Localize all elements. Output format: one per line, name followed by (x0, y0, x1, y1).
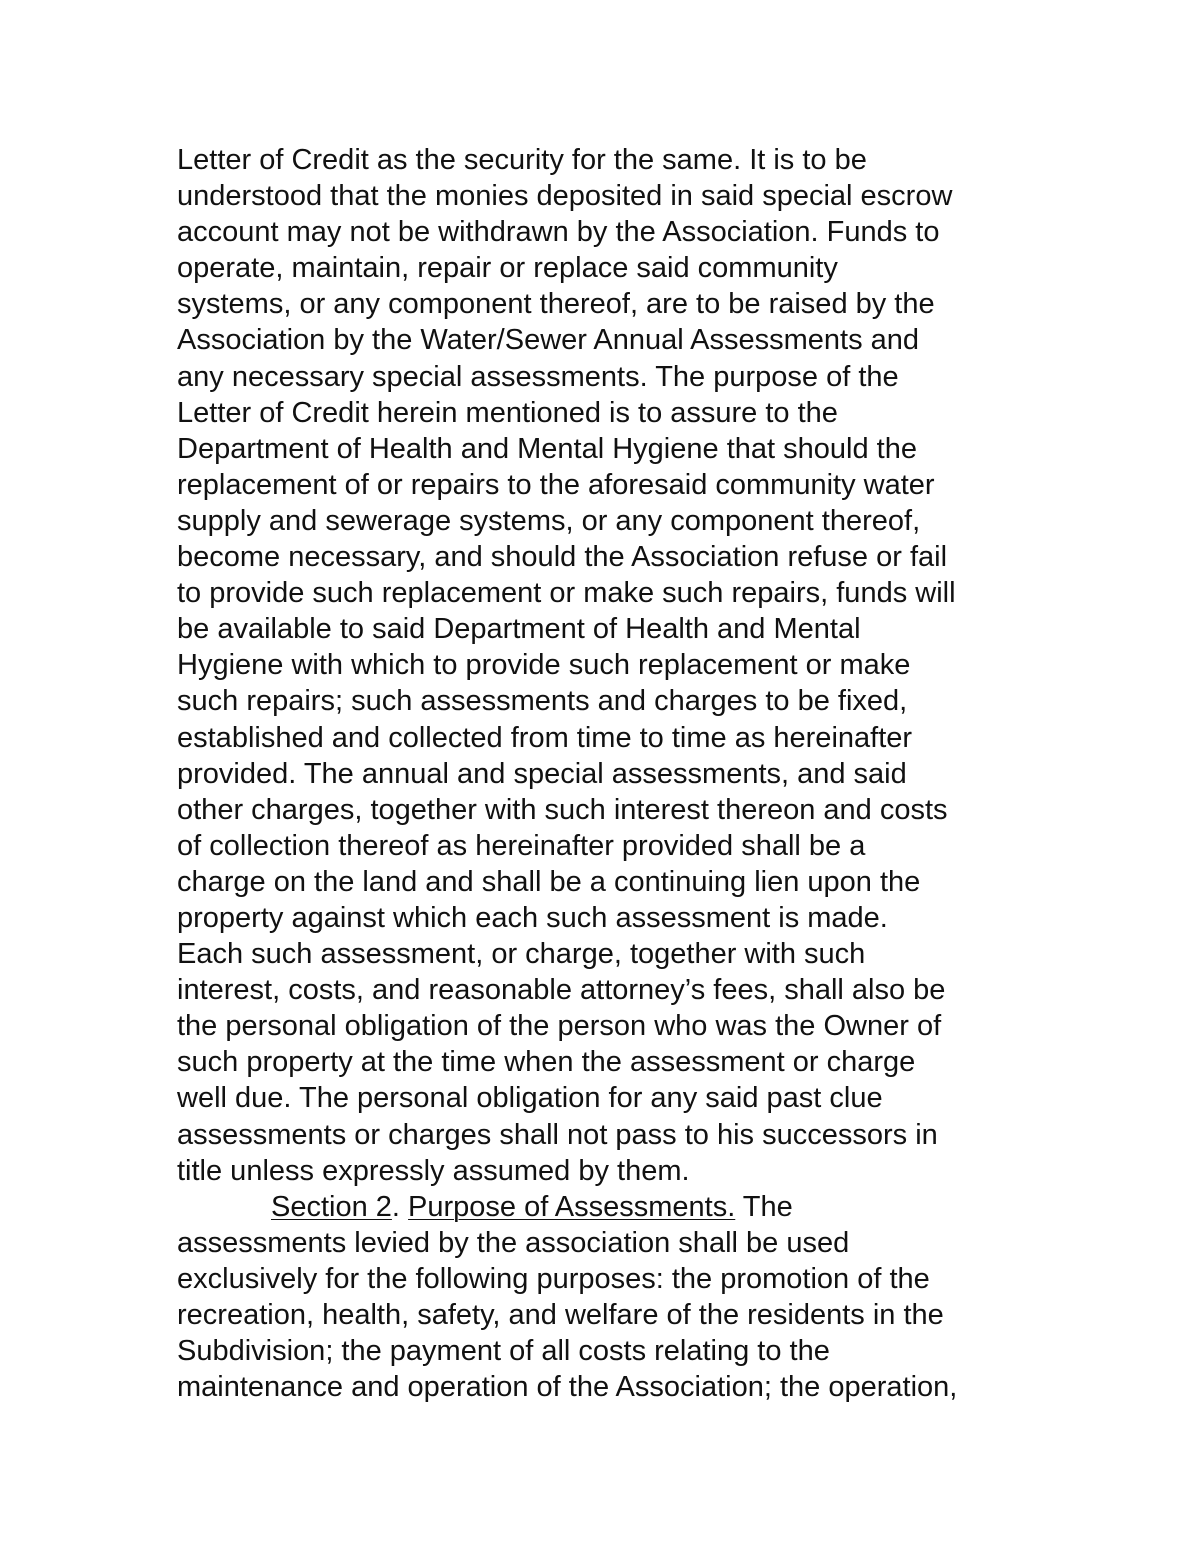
text-line: such property at the time when the assessment or charge (177, 1046, 916, 1079)
text-line: replacement of or repairs to the aforesaid community water (177, 468, 935, 501)
text-line: of collection thereof as hereinafter provided shall be a (177, 829, 866, 862)
text-line: systems, or any component thereof, are to be raised by the (177, 288, 935, 321)
text-line: understood that the monies deposited in said special escrow (177, 180, 953, 213)
section-heading-line (177, 1189, 1037, 1225)
section-number: Section 2 (271, 1190, 392, 1223)
text-line: operate, maintain, repair or replace said community (177, 252, 838, 285)
text-line: Hygiene with which to provide such replacement or make (177, 649, 911, 682)
text-line: well due. The personal obligation for any said past clue (177, 1082, 883, 1115)
text-line: established and collected from time to time as hereinafter (177, 721, 913, 754)
text-line: become necessary, and should the Association refuse or fail (177, 541, 948, 574)
text-line: other charges, together with such interest thereon and costs (177, 793, 948, 826)
text-line: provided. The annual and special assessments, and said (177, 757, 907, 790)
text-line: Subdivision; the payment of all costs relating to the (177, 1335, 830, 1368)
text-line: interest, costs, and reasonable attorney’s fees, shall also be (177, 974, 946, 1007)
text-line: Each such assessment, or charge, together with such (177, 938, 866, 971)
text-line: assessments or charges shall not pass to his successors in (177, 1118, 938, 1151)
text-line: recreation, health, safety, and welfare of the residents in the (177, 1299, 944, 1331)
text-line: title unless expressly assumed by them. (177, 1154, 690, 1187)
section-2-purpose-of-assessments (177, 1189, 1037, 1406)
text-line: exclusively for the following purposes: the promotion of the (177, 1262, 930, 1295)
text-line: Department of Health and Mental Hygiene that should the (177, 432, 917, 465)
text-line: maintenance and operation of the Association; the operation, (177, 1371, 958, 1404)
text-line: Letter of Credit herein mentioned is to assure to the (177, 396, 838, 429)
text-line: the personal obligation of the person who was the Owner of (177, 1010, 942, 1043)
section-heading-continuation: The (735, 1190, 793, 1223)
text-line: to provide such replacement or make such repairs, funds will (177, 577, 956, 610)
text-line: such repairs; such assessments and charges to be fixed, (177, 685, 908, 718)
text-line: Letter of Credit as the security for the same. It is to be (177, 144, 867, 176)
text-line: supply and sewerage systems, or any component thereof, (177, 504, 921, 537)
text-line: any necessary special assessments. The purpose of the (177, 360, 899, 393)
text-line: be available to said Department of Health and Mental (177, 613, 861, 646)
section-separator: . (391, 1190, 409, 1223)
text-line: Association by the Water/Sewer Annual Assessments and (177, 324, 920, 357)
text-line: property against which each such assessment is made. (177, 901, 888, 934)
section-heading: Purpose of Assessments. (408, 1190, 736, 1223)
document-body (177, 142, 1037, 1405)
paragraph-assessment-lien (177, 142, 1037, 1189)
text-line: charge on the land and shall be a continuing lien upon the (177, 865, 921, 898)
text-line: assessments levied by the association shall be used (177, 1226, 850, 1259)
text-line: account may not be withdrawn by the Association. Funds to (177, 216, 940, 249)
